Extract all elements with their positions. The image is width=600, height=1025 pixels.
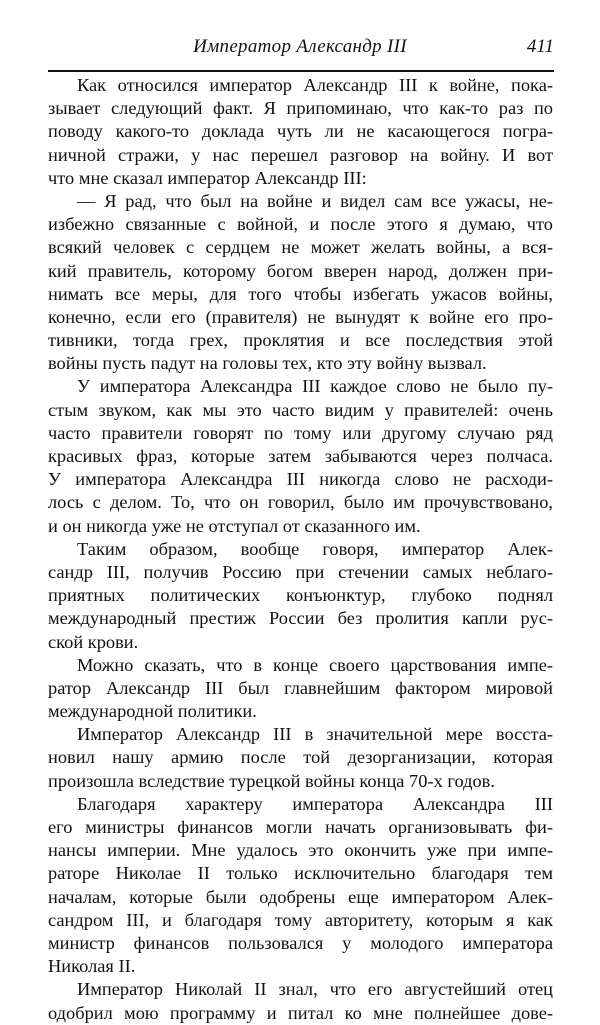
- text-line: что мне сказал император Александр III:: [48, 167, 367, 188]
- text-line: У императора Александра III никогда слово не расходи-: [48, 469, 553, 490]
- text-line: международный престиж России без пролития капли рус-: [48, 608, 553, 629]
- text-line: — Я рад, что был на войне и видел сам все ужасы, не-: [77, 190, 553, 211]
- text-line: Можно сказать, что в конце своего царствования импе-: [77, 654, 553, 675]
- text-line: раторе Николае II только исключительно благодаря тем: [48, 863, 553, 884]
- text-line: произошла вследствие турецкой войны конца 70-х годов.: [48, 770, 495, 791]
- text-line: поводу какого-то доклада чуть ли не касающегося погра-: [48, 121, 553, 142]
- page-number: 411: [526, 36, 554, 57]
- text-line: кий правитель, которому богом вверен народ, должен при-: [48, 260, 553, 281]
- text-line: войны пусть падут на головы тех, кто эту войну вызвал.: [48, 353, 487, 374]
- body-text: [48, 74, 553, 1025]
- text-line: министр финансов пользовался у молодого императора: [48, 932, 553, 953]
- text-line: тивники, тогда грех, проклятия и все последствия этой: [48, 330, 553, 351]
- text-line: нансы империи. Мне удалось это окончить уже при импе-: [48, 840, 553, 861]
- text-line: часто правители говорят по тому или другому случаю ряд: [48, 422, 553, 443]
- text-line: ничной стражи, у нас перешел разговор на войну. И вот: [48, 144, 553, 165]
- text-line: избежно связанные с войной, и после этого я думаю, что: [48, 214, 553, 235]
- text-line: красивых фраз, которые затем забываются через полчаса.: [48, 446, 553, 466]
- text-line: Император Александр III в значительной мере восста-: [77, 724, 553, 745]
- text-line: всякий человек с сердцем не может желать войны, а вся-: [48, 237, 553, 258]
- text-line: стым звуком, как мы это часто видим у правителей: очень: [48, 399, 553, 420]
- text-line: сандром III, и благодаря тому авторитету, которым я как: [48, 909, 553, 930]
- text-line: нимать все меры, для того чтобы избегать ужасов войны,: [48, 283, 553, 304]
- running-title: Император Александр III: [193, 36, 407, 57]
- text-line: сандр III, получив Россию при стечении самых неблаго-: [48, 561, 553, 582]
- text-line: Николая II.: [48, 956, 136, 977]
- text-line: новил нашу армию после той дезорганизации, которая: [48, 747, 553, 768]
- text-line: ской крови.: [48, 631, 139, 652]
- text-line: его министры финансов могли начать организовывать фи-: [48, 817, 553, 837]
- text-line: Как относился император Александр III к войне, пока-: [77, 75, 553, 95]
- text-line: началам, которые были одобрены еще императором Алек-: [48, 886, 553, 907]
- text-line: одобрил мою программу и питал ко мне полнейшее дове-: [48, 1002, 553, 1023]
- text-line: приятных политических конъюнктур, глубоко поднял: [48, 585, 553, 606]
- text-line: Благодаря характеру императора Александра III: [77, 793, 553, 814]
- text-line: международной политики.: [48, 701, 257, 722]
- text-line: Таким образом, вообще говоря, император Алек-: [77, 538, 553, 559]
- running-head: [0, 28, 600, 62]
- text-line: Император Николай II знал, что его августейший отец: [77, 979, 553, 1000]
- header-rule: [48, 70, 554, 72]
- text-line: и он никогда уже не отступал от сказанного им.: [48, 515, 421, 536]
- text-line: У императора Александра III каждое слово не было пу-: [77, 376, 553, 397]
- text-line: зывает следующий факт. Я припоминаю, что как-то раз по: [48, 98, 553, 119]
- text-line: конечно, если его (правителя) не вынудят к войне его про-: [48, 306, 553, 327]
- text-line: ратор Александр III был главнейшим фактором мировой: [48, 677, 553, 698]
- text-line: лось с делом. То, что он говорил, было им прочувствовано,: [48, 492, 553, 513]
